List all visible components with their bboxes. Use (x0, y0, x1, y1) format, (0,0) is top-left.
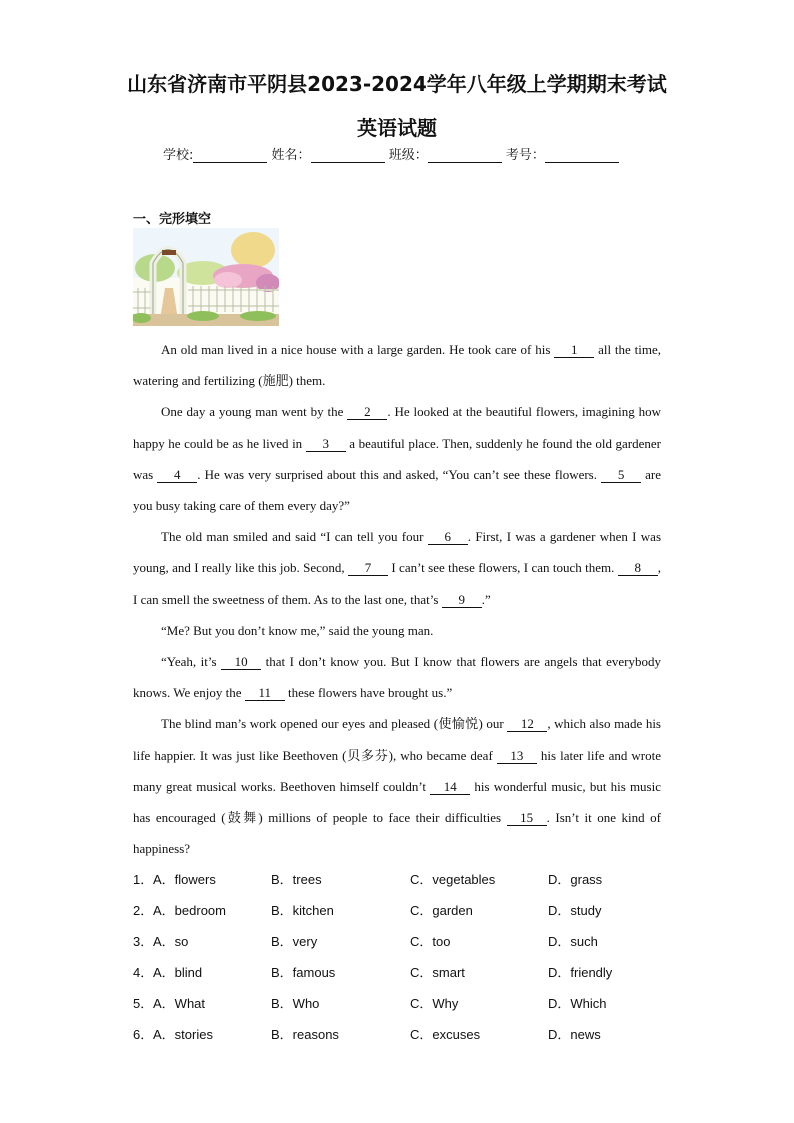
option-c[interactable]: C．excuses (410, 1027, 481, 1042)
passage-paragraph: “Yeah, it’s 10 that I don’t know you. But I know that flowers are angels that everybody knows. We enjoy the 11 these flowers have brought us.” (133, 654, 661, 701)
option-c[interactable]: C．smart (410, 965, 465, 980)
passage-paragraph: An old man lived in a nice house with a large garden. He took care of his 1 all the time, watering and fertilizing (施肥) them. (133, 342, 661, 389)
question-number: 5． (133, 996, 154, 1011)
blank-14[interactable]: 14 (430, 779, 470, 795)
passage-paragraph: The old man smiled and said “I can tell you four 6 . First, I was a gardener when I was young, and I really like this job. Second, 7 I can’t see these flowers, I can touch them. 8 , I can smell the sweetness of them. As to the last one, that’s 9 .” (133, 529, 662, 607)
blank-1[interactable]: 1 (554, 342, 594, 358)
option-b[interactable]: B．Who (271, 996, 320, 1011)
class-blank[interactable] (428, 148, 502, 163)
option-b[interactable]: B．kitchen (271, 903, 334, 918)
blank-7[interactable]: 7 (348, 560, 388, 576)
exam-title: 山东省济南市平阴县2023-2024学年八年级上学期期末考试 (127, 72, 667, 96)
option-d[interactable]: D．friendly (548, 965, 613, 980)
option-a[interactable]: A．bedroom (153, 903, 226, 918)
option-c[interactable]: C．too (410, 934, 451, 949)
option-a[interactable]: A．flowers (153, 872, 216, 887)
blank-12[interactable]: 12 (507, 716, 547, 732)
option-a[interactable]: A．blind (153, 965, 203, 980)
question-number: 6． (133, 1027, 154, 1042)
option-row-5 (133, 989, 673, 1020)
option-c[interactable]: C．Why (410, 996, 459, 1011)
question-number: 1． (133, 872, 154, 887)
blank-5[interactable]: 5 (601, 467, 641, 483)
blank-6[interactable]: 6 (428, 529, 468, 545)
blank-4[interactable]: 4 (157, 467, 197, 483)
blank-15[interactable]: 15 (507, 810, 547, 826)
option-a[interactable]: A．so (153, 934, 189, 949)
option-b[interactable]: B．famous (271, 965, 336, 980)
option-b[interactable]: B．trees (271, 872, 322, 887)
option-a[interactable]: A．stories (153, 1027, 213, 1042)
answer-options (133, 865, 673, 1051)
option-row-4 (133, 958, 673, 989)
option-row-2 (133, 896, 673, 927)
option-d[interactable]: D．Which (548, 996, 607, 1011)
option-d[interactable]: D．study (548, 903, 602, 918)
blank-13[interactable]: 13 (497, 748, 537, 764)
name-blank[interactable] (311, 148, 385, 163)
option-row-3 (133, 927, 673, 958)
blank-8[interactable]: 8 (618, 560, 658, 576)
option-b[interactable]: B．very (271, 934, 318, 949)
option-d[interactable]: D．news (548, 1027, 601, 1042)
option-c[interactable]: C．garden (410, 903, 473, 918)
option-d[interactable]: D．grass (548, 872, 603, 887)
section-title: 一、完形填空 (133, 212, 212, 227)
passage-paragraph: One day a young man went by the 2 . He looked at the beautiful flowers, imagining how happy he could be as he lived in 3 a beautiful place. Then, suddenly he found the old gardener was 4 . He was very surprised about this and asked, “You can’t see these flowers. 5 are you busy taking care of them every day?” (133, 404, 661, 514)
blank-11[interactable]: 11 (245, 685, 285, 701)
question-number: 3． (133, 934, 154, 949)
blank-10[interactable]: 10 (221, 654, 261, 670)
option-d[interactable]: D．such (548, 934, 598, 949)
school-blank[interactable] (193, 148, 267, 163)
option-row-1 (133, 865, 673, 896)
school-label: 学校: (163, 148, 194, 163)
option-c[interactable]: C．vegetables (410, 872, 496, 887)
option-row-6 (133, 1020, 673, 1051)
passage-paragraph: “Me? But you don’t know me,” said the young man. (161, 622, 434, 638)
question-number: 4． (133, 965, 154, 980)
blank-2[interactable]: 2 (347, 404, 387, 420)
cloze-passage (133, 334, 661, 864)
exam-no-blank[interactable] (545, 148, 619, 163)
blank-3[interactable]: 3 (306, 436, 346, 452)
garden-illustration (133, 228, 279, 326)
question-number: 2． (133, 903, 154, 918)
class-label: 班级： (388, 148, 428, 163)
name-label: 姓名： (271, 148, 311, 163)
exam-subtitle: 英语试题 (357, 116, 437, 140)
option-a[interactable]: A．What (153, 996, 206, 1011)
student-info-line (163, 144, 619, 163)
passage-paragraph: The blind man’s work opened our eyes and pleased (使愉悦) our 12 , which also made his life happier. It was just like Beethoven (贝多芬), who became deaf 13 his later life and wrote many great musical works. Beethoven himself couldn’t 14 his wonderful music, but his music has encouraged (鼓舞) millions of people to face their difficulties 15 . Isn’t it one kind of happiness? (133, 716, 662, 857)
blank-9[interactable]: 9 (442, 592, 482, 608)
option-b[interactable]: B．reasons (271, 1027, 339, 1042)
exam-no-label: 考号： (505, 148, 545, 163)
